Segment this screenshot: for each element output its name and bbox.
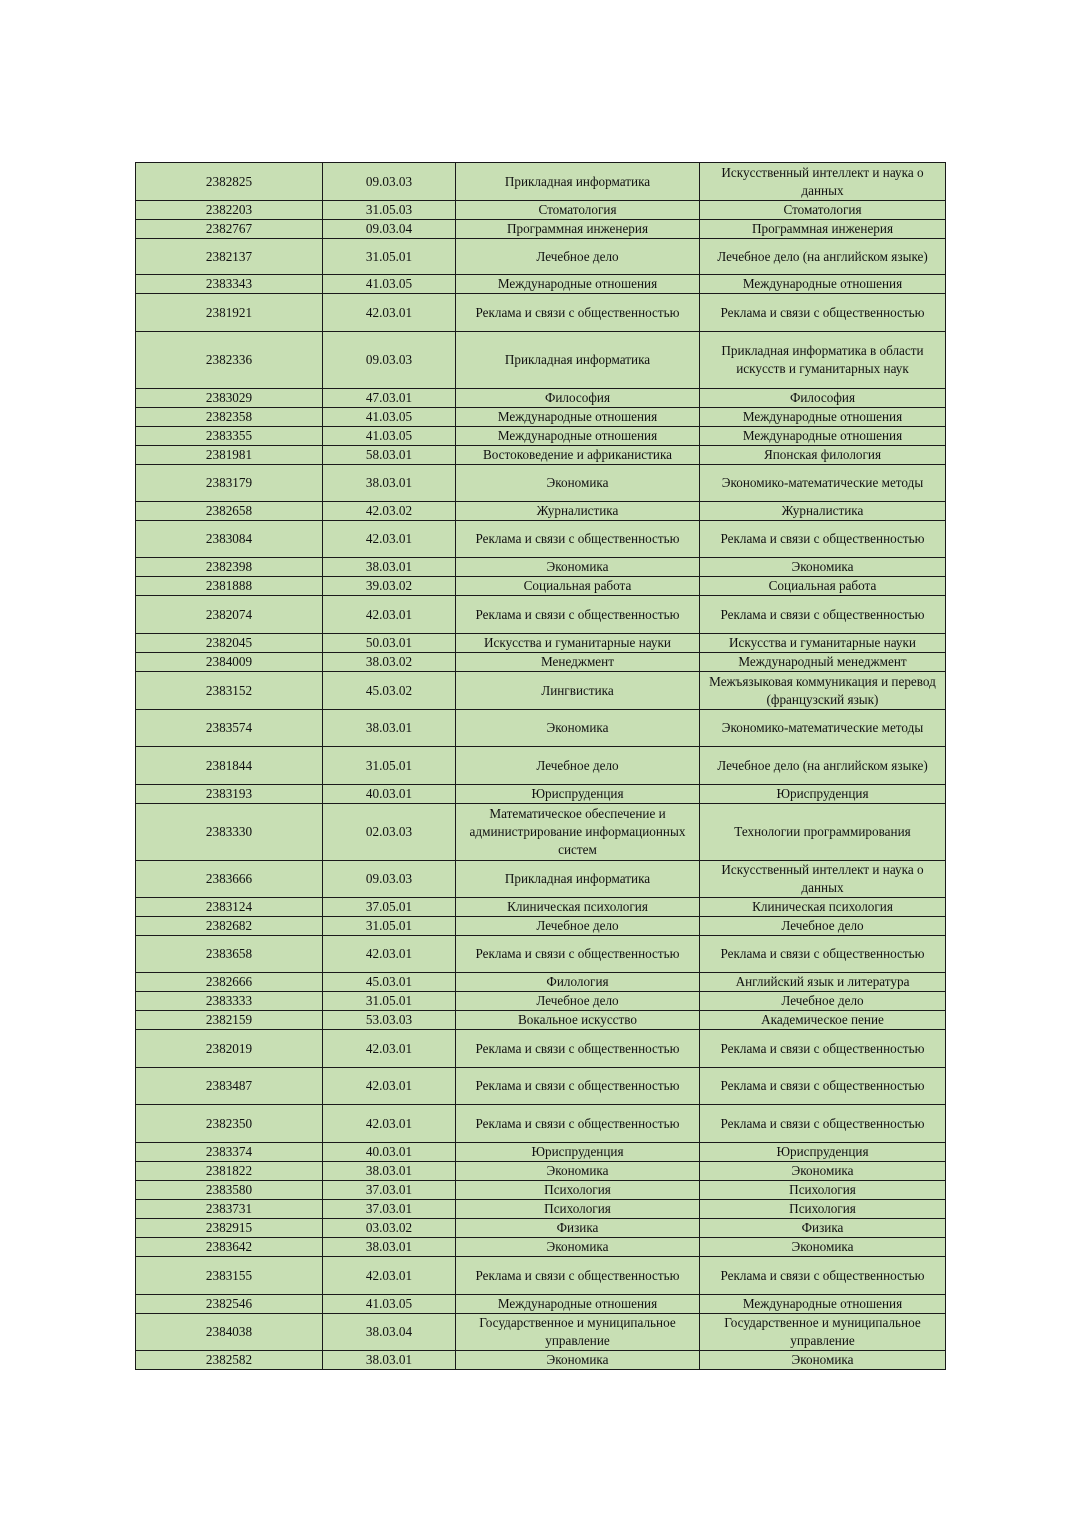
table-row bbox=[136, 973, 946, 992]
cell-direction: Реклама и связи с общественностью bbox=[456, 1257, 700, 1295]
table-row bbox=[136, 1011, 946, 1030]
cell-program: Экономика bbox=[700, 1351, 946, 1370]
cell-direction: Международные отношения bbox=[456, 1295, 700, 1314]
cell-direction: Лечебное дело bbox=[456, 917, 700, 936]
cell-program: Академическое пение bbox=[700, 1011, 946, 1030]
cell-program: Искусственный интеллект и наука о данных bbox=[700, 861, 946, 898]
cell-id: 2381844 bbox=[136, 747, 323, 785]
cell-id: 2381921 bbox=[136, 294, 323, 332]
table-row bbox=[136, 408, 946, 427]
cell-program: Экономика bbox=[700, 1162, 946, 1181]
cell-code: 42.03.01 bbox=[323, 521, 456, 558]
cell-program: Реклама и связи с общественностью bbox=[700, 1257, 946, 1295]
cell-id: 2382767 bbox=[136, 220, 323, 239]
cell-id: 2382658 bbox=[136, 502, 323, 521]
table-row bbox=[136, 898, 946, 917]
cell-program: Лечебное дело bbox=[700, 992, 946, 1011]
cell-code: 31.05.01 bbox=[323, 747, 456, 785]
cell-code: 31.05.01 bbox=[323, 239, 456, 275]
cell-code: 42.03.01 bbox=[323, 1257, 456, 1295]
cell-program: Программная инженерия bbox=[700, 220, 946, 239]
cell-id: 2383374 bbox=[136, 1143, 323, 1162]
cell-id: 2383731 bbox=[136, 1200, 323, 1219]
cell-code: 38.03.01 bbox=[323, 465, 456, 502]
cell-id: 2382203 bbox=[136, 201, 323, 220]
cell-code: 37.03.01 bbox=[323, 1181, 456, 1200]
cell-id: 2382666 bbox=[136, 973, 323, 992]
cell-code: 09.03.04 bbox=[323, 220, 456, 239]
cell-program: Лечебное дело (на английском языке) bbox=[700, 239, 946, 275]
cell-code: 38.03.04 bbox=[323, 1314, 456, 1351]
cell-program: Лечебное дело bbox=[700, 917, 946, 936]
cell-code: 03.03.02 bbox=[323, 1219, 456, 1238]
table-row bbox=[136, 1314, 946, 1351]
cell-program: Реклама и связи с общественностью bbox=[700, 936, 946, 973]
cell-code: 39.03.02 bbox=[323, 577, 456, 596]
cell-code: 42.03.01 bbox=[323, 596, 456, 634]
cell-id: 2382398 bbox=[136, 558, 323, 577]
table-row bbox=[136, 710, 946, 747]
table-row bbox=[136, 502, 946, 521]
cell-code: 42.03.01 bbox=[323, 1105, 456, 1143]
cell-program: Реклама и связи с общественностью bbox=[700, 294, 946, 332]
cell-program: Экономико-математические методы bbox=[700, 465, 946, 502]
cell-direction: Стоматология bbox=[456, 201, 700, 220]
cell-direction: Экономика bbox=[456, 710, 700, 747]
table-row bbox=[136, 917, 946, 936]
cell-id: 2383193 bbox=[136, 785, 323, 804]
cell-program: Социальная работа bbox=[700, 577, 946, 596]
cell-id: 2381981 bbox=[136, 446, 323, 465]
cell-program: Физика bbox=[700, 1219, 946, 1238]
cell-code: 37.03.01 bbox=[323, 1200, 456, 1219]
cell-id: 2382336 bbox=[136, 332, 323, 389]
cell-id: 2383029 bbox=[136, 389, 323, 408]
cell-direction: Лечебное дело bbox=[456, 992, 700, 1011]
cell-program: Английский язык и литература bbox=[700, 973, 946, 992]
cell-program: Межъязыковая коммуникация и перевод (французский язык) bbox=[700, 672, 946, 710]
cell-code: 31.05.01 bbox=[323, 992, 456, 1011]
cell-code: 41.03.05 bbox=[323, 275, 456, 294]
table-row bbox=[136, 1181, 946, 1200]
table-row bbox=[136, 672, 946, 710]
cell-program: Экономика bbox=[700, 1238, 946, 1257]
cell-direction: Лингвистика bbox=[456, 672, 700, 710]
cell-id: 2383487 bbox=[136, 1068, 323, 1105]
cell-direction: Реклама и связи с общественностью bbox=[456, 1068, 700, 1105]
cell-program: Стоматология bbox=[700, 201, 946, 220]
cell-program: Технологии программирования bbox=[700, 804, 946, 861]
cell-program: Международный менеджмент bbox=[700, 653, 946, 672]
cell-direction: Философия bbox=[456, 389, 700, 408]
cell-id: 2382682 bbox=[136, 917, 323, 936]
cell-program: Лечебное дело (на английском языке) bbox=[700, 747, 946, 785]
cell-id: 2382358 bbox=[136, 408, 323, 427]
cell-code: 42.03.01 bbox=[323, 1030, 456, 1068]
cell-program: Философия bbox=[700, 389, 946, 408]
table-row bbox=[136, 201, 946, 220]
cell-direction: Математическое обеспечение и администрирование информационных систем bbox=[456, 804, 700, 861]
cell-direction: Филология bbox=[456, 973, 700, 992]
cell-program: Государственное и муниципальное управление bbox=[700, 1314, 946, 1351]
table-row bbox=[136, 1068, 946, 1105]
cell-code: 09.03.03 bbox=[323, 861, 456, 898]
cell-direction: Экономика bbox=[456, 1238, 700, 1257]
cell-direction: Клиническая психология bbox=[456, 898, 700, 917]
cell-code: 37.05.01 bbox=[323, 898, 456, 917]
table-row bbox=[136, 1295, 946, 1314]
table-row bbox=[136, 596, 946, 634]
cell-program: Реклама и связи с общественностью bbox=[700, 1030, 946, 1068]
cell-code: 31.05.03 bbox=[323, 201, 456, 220]
cell-id: 2383124 bbox=[136, 898, 323, 917]
cell-program: Юриспруденция bbox=[700, 1143, 946, 1162]
table-row bbox=[136, 465, 946, 502]
cell-program: Реклама и связи с общественностью bbox=[700, 596, 946, 634]
cell-id: 2383152 bbox=[136, 672, 323, 710]
table-row bbox=[136, 1238, 946, 1257]
table-row bbox=[136, 294, 946, 332]
table-row bbox=[136, 427, 946, 446]
cell-code: 45.03.02 bbox=[323, 672, 456, 710]
table-row bbox=[136, 1351, 946, 1370]
cell-id: 2382074 bbox=[136, 596, 323, 634]
cell-direction: Программная инженерия bbox=[456, 220, 700, 239]
cell-code: 09.03.03 bbox=[323, 163, 456, 201]
cell-id: 2382137 bbox=[136, 239, 323, 275]
cell-id: 2383580 bbox=[136, 1181, 323, 1200]
cell-id: 2383084 bbox=[136, 521, 323, 558]
cell-code: 47.03.01 bbox=[323, 389, 456, 408]
table-body bbox=[136, 163, 946, 1370]
cell-code: 58.03.01 bbox=[323, 446, 456, 465]
cell-program: Журналистика bbox=[700, 502, 946, 521]
cell-program: Прикладная информатика в области искусств и гуманитарных наук bbox=[700, 332, 946, 389]
table-row bbox=[136, 332, 946, 389]
cell-code: 42.03.01 bbox=[323, 294, 456, 332]
cell-code: 40.03.01 bbox=[323, 785, 456, 804]
cell-id: 2383658 bbox=[136, 936, 323, 973]
cell-id: 2382546 bbox=[136, 1295, 323, 1314]
cell-direction: Международные отношения bbox=[456, 275, 700, 294]
table-row bbox=[136, 804, 946, 861]
table-row bbox=[136, 163, 946, 201]
cell-id: 2382915 bbox=[136, 1219, 323, 1238]
cell-code: 38.03.01 bbox=[323, 710, 456, 747]
cell-program: Психология bbox=[700, 1200, 946, 1219]
cell-program: Клиническая психология bbox=[700, 898, 946, 917]
cell-program: Реклама и связи с общественностью bbox=[700, 1105, 946, 1143]
cell-program: Международные отношения bbox=[700, 1295, 946, 1314]
cell-id: 2382582 bbox=[136, 1351, 323, 1370]
table-row bbox=[136, 936, 946, 973]
cell-program: Реклама и связи с общественностью bbox=[700, 1068, 946, 1105]
table-row bbox=[136, 446, 946, 465]
cell-direction: Экономика bbox=[456, 1162, 700, 1181]
cell-code: 50.03.01 bbox=[323, 634, 456, 653]
cell-code: 41.03.05 bbox=[323, 1295, 456, 1314]
table-row bbox=[136, 1030, 946, 1068]
table-row bbox=[136, 1143, 946, 1162]
table-row bbox=[136, 275, 946, 294]
table-row bbox=[136, 861, 946, 898]
cell-code: 02.03.03 bbox=[323, 804, 456, 861]
cell-direction: Журналистика bbox=[456, 502, 700, 521]
cell-id: 2383333 bbox=[136, 992, 323, 1011]
cell-direction: Искусства и гуманитарные науки bbox=[456, 634, 700, 653]
cell-program: Международные отношения bbox=[700, 408, 946, 427]
cell-direction: Психология bbox=[456, 1200, 700, 1219]
data-table bbox=[135, 162, 946, 1370]
cell-id: 2382350 bbox=[136, 1105, 323, 1143]
cell-code: 09.03.03 bbox=[323, 332, 456, 389]
cell-direction: Экономика bbox=[456, 465, 700, 502]
cell-direction: Психология bbox=[456, 1181, 700, 1200]
cell-id: 2382019 bbox=[136, 1030, 323, 1068]
cell-id: 2381888 bbox=[136, 577, 323, 596]
cell-id: 2381822 bbox=[136, 1162, 323, 1181]
cell-id: 2383666 bbox=[136, 861, 323, 898]
cell-id: 2384009 bbox=[136, 653, 323, 672]
table-row bbox=[136, 1162, 946, 1181]
cell-code: 38.03.01 bbox=[323, 1238, 456, 1257]
table-row bbox=[136, 577, 946, 596]
cell-direction: Социальная работа bbox=[456, 577, 700, 596]
cell-direction: Прикладная информатика bbox=[456, 861, 700, 898]
cell-direction: Международные отношения bbox=[456, 408, 700, 427]
cell-program: Искусства и гуманитарные науки bbox=[700, 634, 946, 653]
cell-direction: Физика bbox=[456, 1219, 700, 1238]
cell-direction: Юриспруденция bbox=[456, 1143, 700, 1162]
cell-code: 38.03.02 bbox=[323, 653, 456, 672]
cell-id: 2383642 bbox=[136, 1238, 323, 1257]
cell-code: 31.05.01 bbox=[323, 917, 456, 936]
cell-code: 40.03.01 bbox=[323, 1143, 456, 1162]
table-row bbox=[136, 1257, 946, 1295]
table-row bbox=[136, 992, 946, 1011]
cell-direction: Реклама и связи с общественностью bbox=[456, 596, 700, 634]
cell-direction: Реклама и связи с общественностью bbox=[456, 294, 700, 332]
cell-program: Искусственный интеллект и наука о данных bbox=[700, 163, 946, 201]
cell-direction: Востоковедение и африканистика bbox=[456, 446, 700, 465]
table-row bbox=[136, 634, 946, 653]
cell-id: 2383179 bbox=[136, 465, 323, 502]
cell-code: 38.03.01 bbox=[323, 1162, 456, 1181]
cell-id: 2383574 bbox=[136, 710, 323, 747]
cell-program: Реклама и связи с общественностью bbox=[700, 521, 946, 558]
cell-code: 42.03.01 bbox=[323, 1068, 456, 1105]
cell-id: 2383330 bbox=[136, 804, 323, 861]
cell-direction: Реклама и связи с общественностью bbox=[456, 936, 700, 973]
cell-direction: Прикладная информатика bbox=[456, 332, 700, 389]
cell-id: 2382825 bbox=[136, 163, 323, 201]
cell-direction: Лечебное дело bbox=[456, 239, 700, 275]
cell-id: 2384038 bbox=[136, 1314, 323, 1351]
table-row bbox=[136, 521, 946, 558]
table-row bbox=[136, 239, 946, 275]
cell-direction: Менеджмент bbox=[456, 653, 700, 672]
cell-code: 41.03.05 bbox=[323, 408, 456, 427]
cell-code: 38.03.01 bbox=[323, 1351, 456, 1370]
cell-program: Экономико-математические методы bbox=[700, 710, 946, 747]
cell-id: 2382045 bbox=[136, 634, 323, 653]
cell-code: 45.03.01 bbox=[323, 973, 456, 992]
cell-direction: Реклама и связи с общественностью bbox=[456, 1105, 700, 1143]
cell-id: 2383155 bbox=[136, 1257, 323, 1295]
cell-direction: Государственное и муниципальное управление bbox=[456, 1314, 700, 1351]
table-row bbox=[136, 220, 946, 239]
table-row bbox=[136, 653, 946, 672]
cell-code: 53.03.03 bbox=[323, 1011, 456, 1030]
cell-program: Психология bbox=[700, 1181, 946, 1200]
cell-direction: Международные отношения bbox=[456, 427, 700, 446]
cell-direction: Прикладная информатика bbox=[456, 163, 700, 201]
cell-program: Японская филология bbox=[700, 446, 946, 465]
cell-direction: Юриспруденция bbox=[456, 785, 700, 804]
cell-id: 2382159 bbox=[136, 1011, 323, 1030]
table-row bbox=[136, 1219, 946, 1238]
cell-id: 2383355 bbox=[136, 427, 323, 446]
cell-code: 42.03.02 bbox=[323, 502, 456, 521]
cell-program: Международные отношения bbox=[700, 275, 946, 294]
cell-direction: Реклама и связи с общественностью bbox=[456, 521, 700, 558]
cell-program: Экономика bbox=[700, 558, 946, 577]
cell-id: 2383343 bbox=[136, 275, 323, 294]
cell-direction: Лечебное дело bbox=[456, 747, 700, 785]
cell-direction: Вокальное искусство bbox=[456, 1011, 700, 1030]
table-row bbox=[136, 1105, 946, 1143]
table-row bbox=[136, 1200, 946, 1219]
cell-program: Юриспруденция bbox=[700, 785, 946, 804]
cell-direction: Экономика bbox=[456, 1351, 700, 1370]
table-row bbox=[136, 785, 946, 804]
cell-code: 38.03.01 bbox=[323, 558, 456, 577]
cell-program: Международные отношения bbox=[700, 427, 946, 446]
table-row bbox=[136, 747, 946, 785]
cell-direction: Экономика bbox=[456, 558, 700, 577]
cell-direction: Реклама и связи с общественностью bbox=[456, 1030, 700, 1068]
cell-code: 41.03.05 bbox=[323, 427, 456, 446]
table-row bbox=[136, 558, 946, 577]
cell-code: 42.03.01 bbox=[323, 936, 456, 973]
table-row bbox=[136, 389, 946, 408]
